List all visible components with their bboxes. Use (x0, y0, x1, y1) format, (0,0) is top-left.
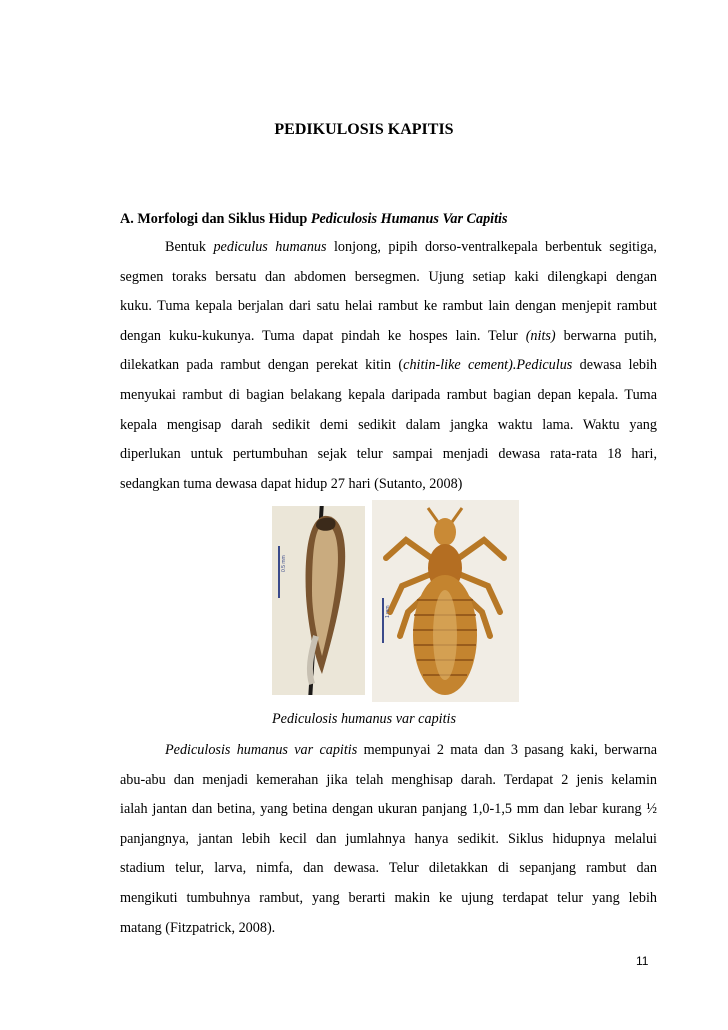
paragraph-line: Bentuk pediculus humanus lonjong, pipih dorso-ventralkepala berbentuk segitiga, (165, 239, 657, 255)
paragraph-line: Pediculosis humanus var capitis mempunyai 2 mata dan 3 pasang kaki, berwarna (165, 742, 658, 758)
section-heading (120, 211, 508, 228)
paragraph-line: matang (Fitzpatrick, 2008). (120, 919, 276, 936)
nit-illustration (272, 506, 365, 695)
paragraph-line: diperlukan untuk pertumbuhan sejak telur sampai menjadi dewasa rata-rata 18 hari, (120, 446, 657, 463)
paragraph-description (120, 736, 657, 943)
page-number: 11 (636, 954, 649, 968)
paragraph-line: ialah jantan dan betina, yang betina dengan ukuran panjang 1,0-1,5 mm dan lebar kurang ½ (120, 801, 657, 818)
section-heading-italic: Pediculosis Humanus Var Capitis (310, 211, 508, 227)
section-heading-text: A. Morfologi dan Siklus Hidup (120, 211, 311, 227)
louse-illustration (372, 500, 519, 702)
nit-photo (272, 506, 365, 695)
page-title: PEDIKULOSIS KAPITIS (274, 121, 454, 138)
paragraph-line: kepala mengisap darah sedikit demi sedikit dalam jangka waktu lama. Waktu yang (120, 416, 657, 433)
paragraph-morphology (120, 233, 657, 499)
paragraph-line: menyukai rambut di bagian belakang kepala daripada rambut bagian depan kepala. Tuma (120, 386, 657, 403)
paragraph-line: stadium telur, larva, nimfa, dan dewasa. Telur diletakkan di sepanjang rambut dan (120, 860, 657, 877)
louse-photo (372, 500, 519, 702)
scale-label-louse: 1 mm (385, 605, 391, 618)
paragraph-line: dengan kuku-kukunya. Tuma dapat pindah ke hospes lain. Telur (nits) berwarna putih, (120, 327, 657, 344)
paragraph-line: mengikuti tumbuhnya rambut, yang berarti makin ke ujung terdapat telur yang lebih (120, 889, 657, 906)
paragraph-line: sedangkan tuma dewasa dapat hidup 27 hari (Sutanto, 2008) (120, 475, 463, 492)
paragraph-line: panjangnya, jantan lebih kecil dan jumlahnya hanya sedikit. Siklus hidupnya melalui (120, 830, 657, 847)
paragraph-line: abu-abu dan menjadi kemerahan jika telah menghisap darah. Terdapat 2 jenis kelamin (120, 771, 657, 788)
figure-caption: Pediculosis humanus var capitis (271, 711, 457, 727)
paragraph-line: kuku. Tuma kepala berjalan dari satu helai rambut ke rambut lain dengan menjepit rambut (120, 298, 657, 315)
paragraph-line: dilekatkan pada rambut dengan perekat kitin (chitin-like cement).Pediculus dewasa lebih (120, 357, 658, 374)
paragraph-line: segmen toraks bersatu dan abdomen bersegmen. Ujung setiap kaki dilengkapi dengan (120, 268, 657, 285)
scale-label-nit: 0.5 mm (281, 555, 287, 572)
